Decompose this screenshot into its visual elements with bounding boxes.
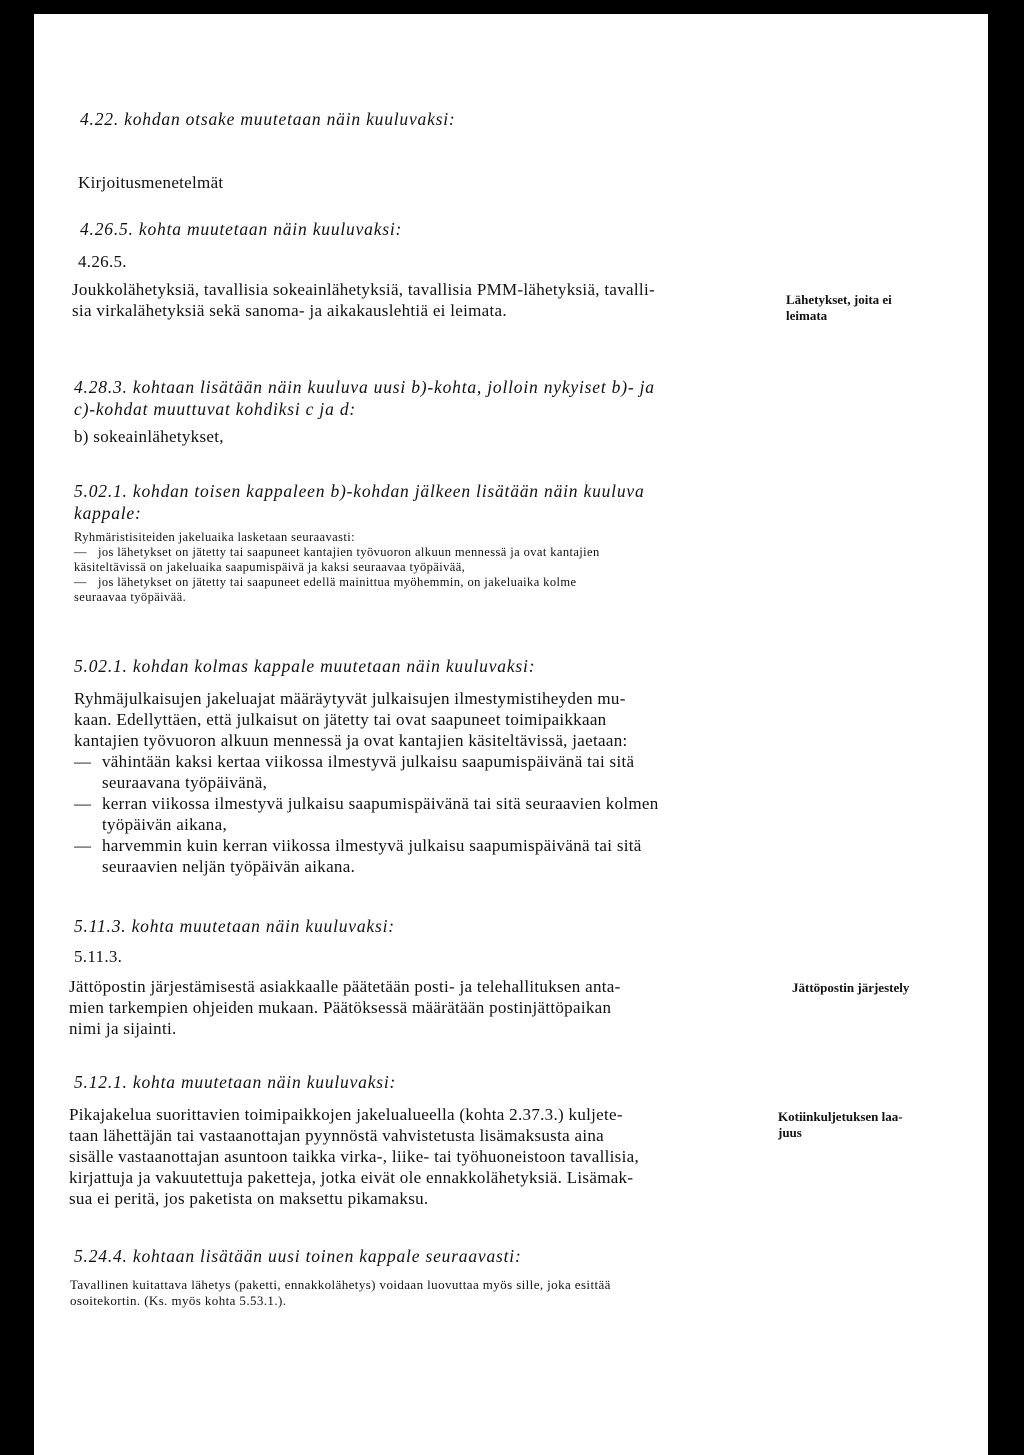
- section-paragraph: [72, 279, 655, 321]
- text-line: sisälle vastaanottajan asuntoon taikka virka-, liike- tai työhuoneistoon tavallisia,: [69, 1147, 640, 1166]
- section-number: 5.11.3.: [74, 947, 123, 966]
- section-heading: [74, 480, 645, 524]
- item-line: jos lähetykset on jätetty tai saapuneet kantajien työvuoron alkuun mennessä ja ovat kantajien: [98, 545, 600, 559]
- item-line: vähintään kaksi kertaa viikossa ilmestyvä julkaisu saapumispäivänä tai sitä: [102, 752, 635, 771]
- margin-note-line: Lähetykset, joita ei: [786, 292, 892, 307]
- margin-note-line: Jättöpostin järjestely: [792, 980, 910, 995]
- text-line: kirjattuja ja vakuutettuja paketteja, jotka eivät ole ennakkolähetyksiä. Lisämak-: [69, 1168, 634, 1187]
- item-continuation: käsiteltävissä on jakeluaika saapumispäivä ja kaksi seuraavaa työpäivää,: [74, 560, 466, 574]
- section-paragraph: [74, 688, 659, 877]
- margin-note: [786, 292, 892, 324]
- section-paragraph: [74, 530, 600, 605]
- text-line: kaan. Edellyttäen, että julkaisut on jätetty tai ovat saapuneet toimipaikkaan: [74, 710, 607, 729]
- text-line: Joukkolähetyksiä, tavallisia sokeainlähetyksiä, tavallisia PMM-lähetyksiä, tavalli-: [72, 280, 655, 299]
- text-line: taan lähettäjän tai vastaanottajan pyynnöstä vahvistetusta lisämaksusta aina: [69, 1126, 604, 1145]
- text-line: Ryhmäjulkaisujen jakeluajat määräytyvät julkaisujen ilmestymistiheyden mu-: [74, 689, 626, 708]
- dash-marker: —: [74, 836, 92, 855]
- list-item: [74, 835, 659, 856]
- text-line: nimi ja sijainti.: [69, 1019, 177, 1038]
- section-heading: 5.11.3. kohta muutetaan näin kuuluvaksi:: [74, 916, 395, 936]
- section-paragraph: [70, 1277, 611, 1309]
- item-line: kerran viikossa ilmestyvä julkaisu saapumispäivänä tai sitä seuraavien kolmen: [102, 794, 659, 813]
- text-line: kantajien työvuoron alkuun mennessä ja ovat kantajien käsiteltävissä, jaetaan:: [74, 731, 628, 750]
- heading-line: 4.28.3. kohtaan lisätään näin kuuluva uusi b)-kohta, jolloin nykyiset b)- ja: [74, 377, 655, 397]
- margin-note: [792, 980, 909, 996]
- document-page: [34, 14, 988, 1455]
- item-continuation: seuraavien neljän työpäivän aikana.: [102, 857, 356, 876]
- text-line: mien tarkempien ohjeiden mukaan. Päätöksessä määrätään postinjättöpaikan: [69, 998, 612, 1017]
- section-heading: 5.02.1. kohdan kolmas kappale muutetaan näin kuuluvaksi:: [74, 656, 536, 676]
- dash-marker: —: [74, 794, 92, 813]
- section-heading: 5.24.4. kohtaan lisätään uusi toinen kappale seuraavasti:: [74, 1246, 522, 1266]
- text-line: Jättöpostin järjestämisestä asiakkaalle päätetään posti- ja telehallituksen anta-: [69, 977, 621, 996]
- item-line: jos lähetykset on jätetty tai saapuneet edellä mainittua myöhemmin, on jakeluaika kolme: [98, 575, 577, 589]
- margin-note-line: Kotiinkuljetuksen laa-: [778, 1109, 903, 1124]
- dash-marker: —: [74, 752, 92, 771]
- section-paragraph: [69, 1104, 639, 1209]
- item-continuation: seuraavana työpäivänä,: [102, 773, 268, 792]
- heading-line: c)-kohdat muuttuvat kohdiksi c ja d:: [74, 399, 356, 419]
- section-heading: [74, 376, 655, 420]
- list-item: [74, 545, 600, 560]
- section-text: b) sokeainlähetykset,: [74, 427, 224, 446]
- margin-note: [778, 1109, 903, 1141]
- list-item: [74, 575, 600, 590]
- section-heading: 4.26.5. kohta muutetaan näin kuuluvaksi:: [80, 219, 403, 239]
- margin-note-line: leimata: [786, 308, 828, 323]
- item-line: harvemmin kuin kerran viikossa ilmestyvä julkaisu saapumispäivänä tai sitä: [102, 836, 642, 855]
- section-paragraph: [69, 976, 621, 1039]
- text-line: sia virkalähetyksiä sekä sanoma- ja aikakauslehtiä ei leimata.: [72, 301, 507, 320]
- heading-line: kappale:: [74, 503, 142, 523]
- section-heading: 5.12.1. kohta muutetaan näin kuuluvaksi:: [74, 1072, 397, 1092]
- dash-marker: —: [74, 545, 87, 559]
- text-line: osoitekortin. (Ks. myös kohta 5.53.1.).: [70, 1293, 287, 1308]
- intro-line: Ryhmäristisiteiden jakeluaika lasketaan seuraavasti:: [74, 530, 355, 544]
- section-text: Kirjoitusmenetelmät: [78, 173, 224, 192]
- list-item: [74, 793, 659, 814]
- dash-marker: —: [74, 575, 87, 589]
- section-heading: 4.22. kohdan otsake muutetaan näin kuuluvaksi:: [80, 109, 456, 129]
- heading-line: 5.02.1. kohdan toisen kappaleen b)-kohdan jälkeen lisätään näin kuuluva: [74, 481, 645, 501]
- section-number: 4.26.5.: [78, 252, 127, 271]
- text-line: Tavallinen kuitattava lähetys (paketti, ennakkolähetys) voidaan luovuttaa myös sille, joka esittää: [70, 1277, 611, 1292]
- margin-note-line: juus: [778, 1125, 802, 1140]
- item-continuation: työpäivän aikana,: [102, 815, 227, 834]
- list-item: [74, 751, 659, 772]
- text-line: sua ei peritä, jos paketista on maksettu pikamaksu.: [69, 1189, 429, 1208]
- item-continuation: seuraavaa työpäivää.: [74, 590, 187, 604]
- text-line: Pikajakelua suorittavien toimipaikkojen jakelualueella (kohta 2.37.3.) kuljete-: [69, 1105, 623, 1124]
